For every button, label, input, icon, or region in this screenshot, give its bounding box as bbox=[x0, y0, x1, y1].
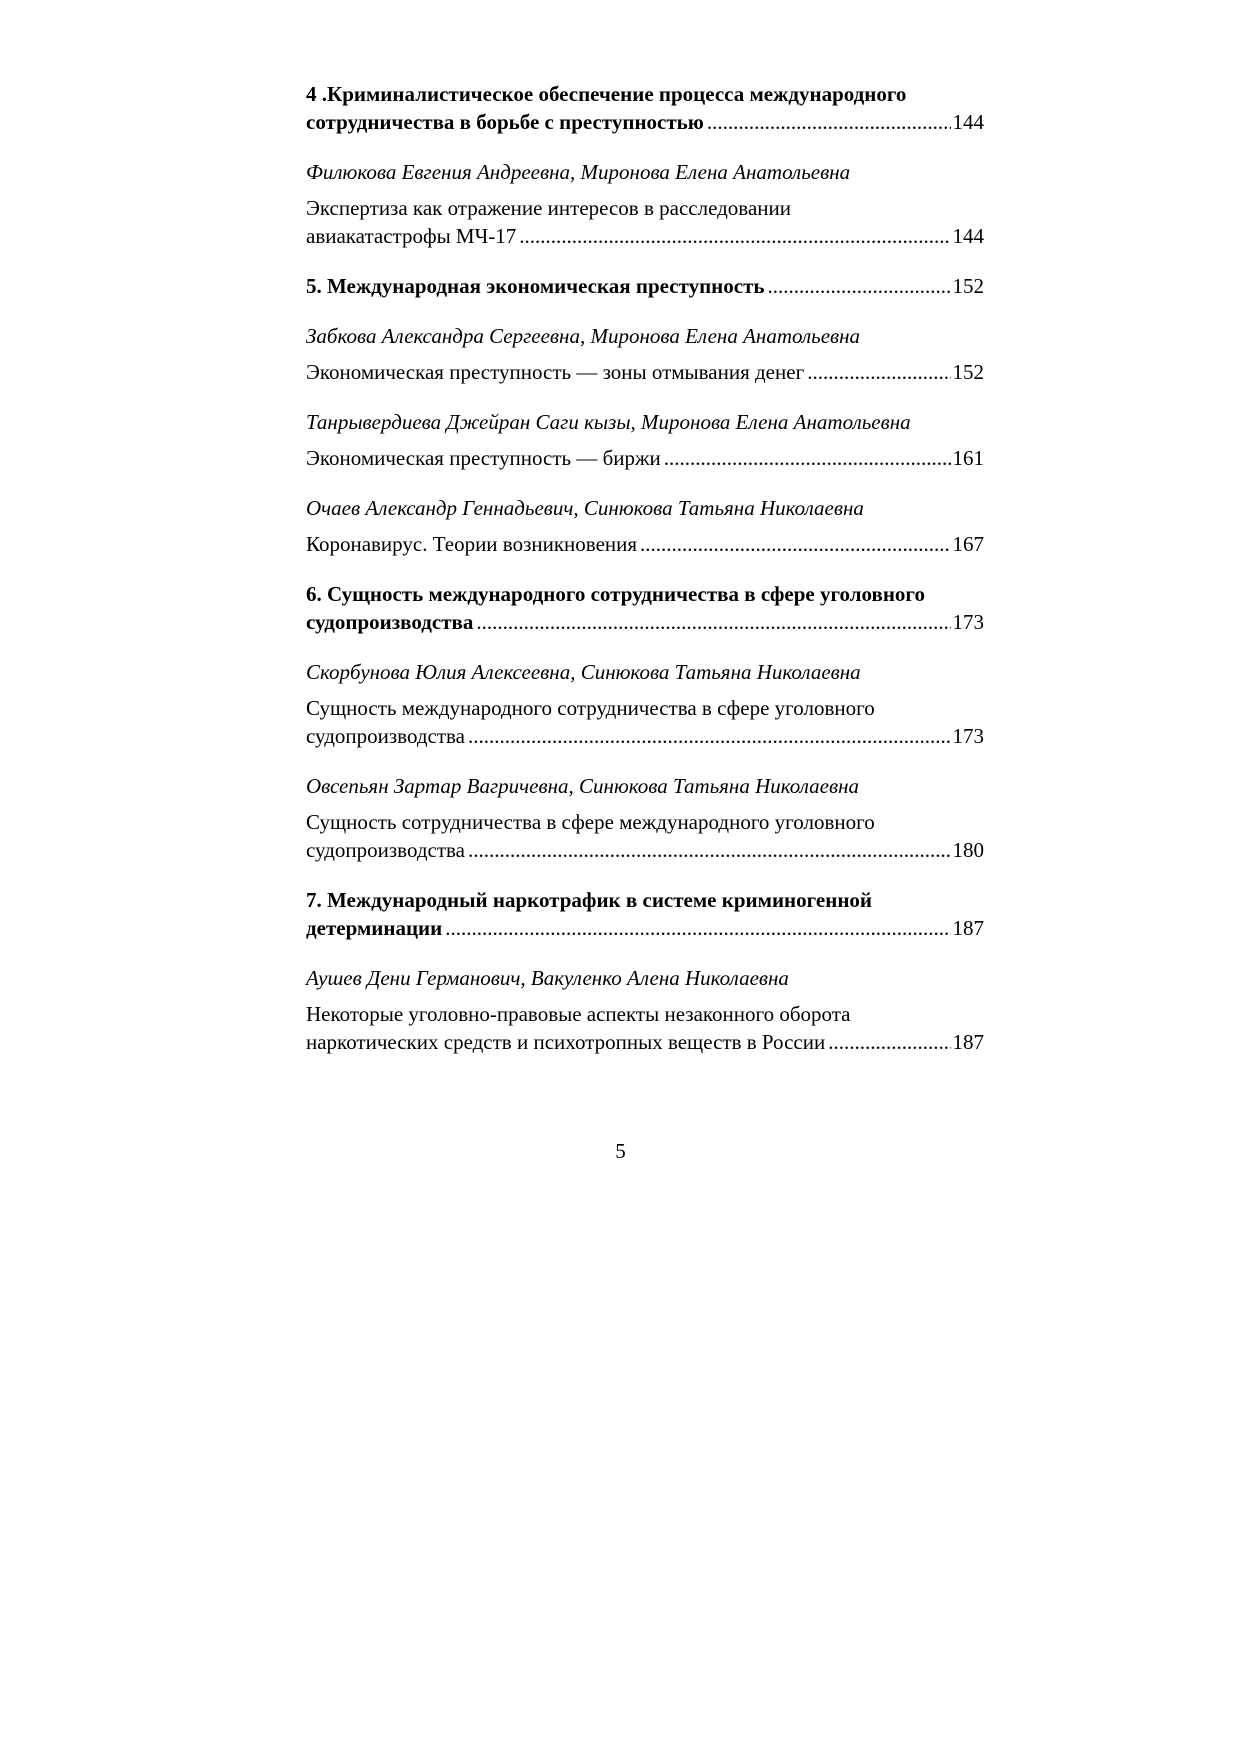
toc-section-heading bbox=[306, 80, 984, 136]
toc-entry-line bbox=[306, 358, 984, 386]
toc-entry-line bbox=[306, 836, 984, 864]
toc-title-line: Экономическая преступность — биржи bbox=[306, 446, 661, 470]
dot-leader bbox=[664, 444, 951, 472]
toc-title-line: детерминации bbox=[306, 916, 443, 940]
toc-page-number: 187 bbox=[952, 1030, 984, 1054]
toc-title-line: сотрудничества в борьбе с преступностью bbox=[306, 110, 704, 134]
toc-page-number: 161 bbox=[952, 446, 984, 470]
toc-page-number: 180 bbox=[952, 838, 984, 862]
toc-article-title bbox=[306, 1000, 984, 1056]
toc-article-title bbox=[306, 358, 984, 386]
toc-title-line: 7. Международный наркотрафик в системе криминогенной bbox=[306, 888, 873, 912]
toc-entry-line bbox=[306, 108, 984, 136]
toc-page-number: 144 bbox=[952, 110, 984, 134]
toc-page-number: 187 bbox=[952, 916, 984, 940]
toc-page-number: 173 bbox=[952, 610, 984, 634]
toc-article-title bbox=[306, 194, 984, 250]
dot-leader bbox=[768, 272, 951, 300]
toc-author: Очаев Александр Геннадьевич, Синюкова Татьяна Николаевна bbox=[306, 496, 864, 520]
toc-page-number: 144 bbox=[952, 224, 984, 248]
toc-section-heading bbox=[306, 272, 984, 300]
toc-author: Аушев Дени Германович, Вакуленко Алена Николаевна bbox=[306, 966, 789, 990]
dot-leader bbox=[445, 914, 950, 942]
toc-entry-line bbox=[306, 530, 984, 558]
toc-entry-line bbox=[306, 608, 984, 636]
dot-leader bbox=[707, 108, 951, 136]
table-of-contents bbox=[306, 80, 984, 1078]
dot-leader bbox=[828, 1028, 950, 1056]
toc-page-number: 152 bbox=[952, 360, 984, 384]
toc-entry-line bbox=[306, 222, 984, 250]
toc-entry-line bbox=[306, 914, 984, 942]
toc-title-line: Коронавирус. Теории возникновения bbox=[306, 532, 638, 556]
toc-entry-line bbox=[306, 272, 984, 300]
dot-leader bbox=[468, 722, 951, 750]
toc-entry-line bbox=[306, 722, 984, 750]
toc-section-heading bbox=[306, 886, 984, 942]
toc-title-line: судопроизводства bbox=[306, 724, 465, 748]
toc-title-line: судопроизводства bbox=[306, 838, 465, 862]
toc-author: Скорбунова Юлия Алексеевна, Синюкова Татьяна Николаевна bbox=[306, 660, 861, 684]
dot-leader bbox=[519, 222, 950, 250]
dot-leader bbox=[476, 608, 950, 636]
toc-title-line: судопроизводства bbox=[306, 610, 474, 634]
toc-page-number: 173 bbox=[952, 724, 984, 748]
toc-article-title bbox=[306, 444, 984, 472]
toc-entry-line bbox=[306, 1028, 984, 1056]
toc-author: Танрывердиева Джейран Саги кызы, Миронова Елена Анатольевна bbox=[306, 410, 911, 434]
toc-title-line: 5. Международная экономическая преступность bbox=[306, 274, 765, 298]
toc-article-title bbox=[306, 530, 984, 558]
toc-article-title bbox=[306, 808, 984, 864]
toc-title-line: Некоторые уголовно-правовые аспекты незаконного оборота bbox=[306, 1002, 851, 1026]
toc-title-line: наркотических средств и психотропных веществ в России bbox=[306, 1030, 826, 1054]
toc-author: Овсепьян Зартар Вагричевна, Синюкова Татьяна Николаевна bbox=[306, 774, 860, 798]
toc-entry-line bbox=[306, 444, 984, 472]
toc-page-number: 152 bbox=[952, 274, 984, 298]
toc-title-line: авиакатастрофы МЧ-17 bbox=[306, 224, 517, 248]
dot-leader bbox=[807, 358, 950, 386]
toc-author: Филюкова Евгения Андреевна, Миронова Елена Анатольевна bbox=[306, 160, 851, 184]
toc-title-line: 6. Сущность международного сотрудничества в сфере уголовного bbox=[306, 582, 925, 606]
toc-article-title bbox=[306, 694, 984, 750]
toc-author: Забкова Александра Сергеевна, Миронова Елена Анатольевна bbox=[306, 324, 861, 348]
toc-title-line: Сущность международного сотрудничества в сфере уголовного bbox=[306, 696, 875, 720]
page-number: 5 bbox=[615, 1139, 626, 1163]
dot-leader bbox=[640, 530, 950, 558]
toc-section-heading bbox=[306, 580, 984, 636]
toc-page-number: 167 bbox=[952, 532, 984, 556]
toc-title-line: Экспертиза как отражение интересов в расследовании bbox=[306, 196, 791, 220]
toc-title-line: 4 .Криминалистическое обеспечение процесса международного bbox=[306, 82, 907, 106]
toc-title-line: Экономическая преступность — зоны отмывания денег bbox=[306, 360, 805, 384]
toc-title-line: Сущность сотрудничества в сфере международного уголовного bbox=[306, 810, 875, 834]
dot-leader bbox=[468, 836, 951, 864]
